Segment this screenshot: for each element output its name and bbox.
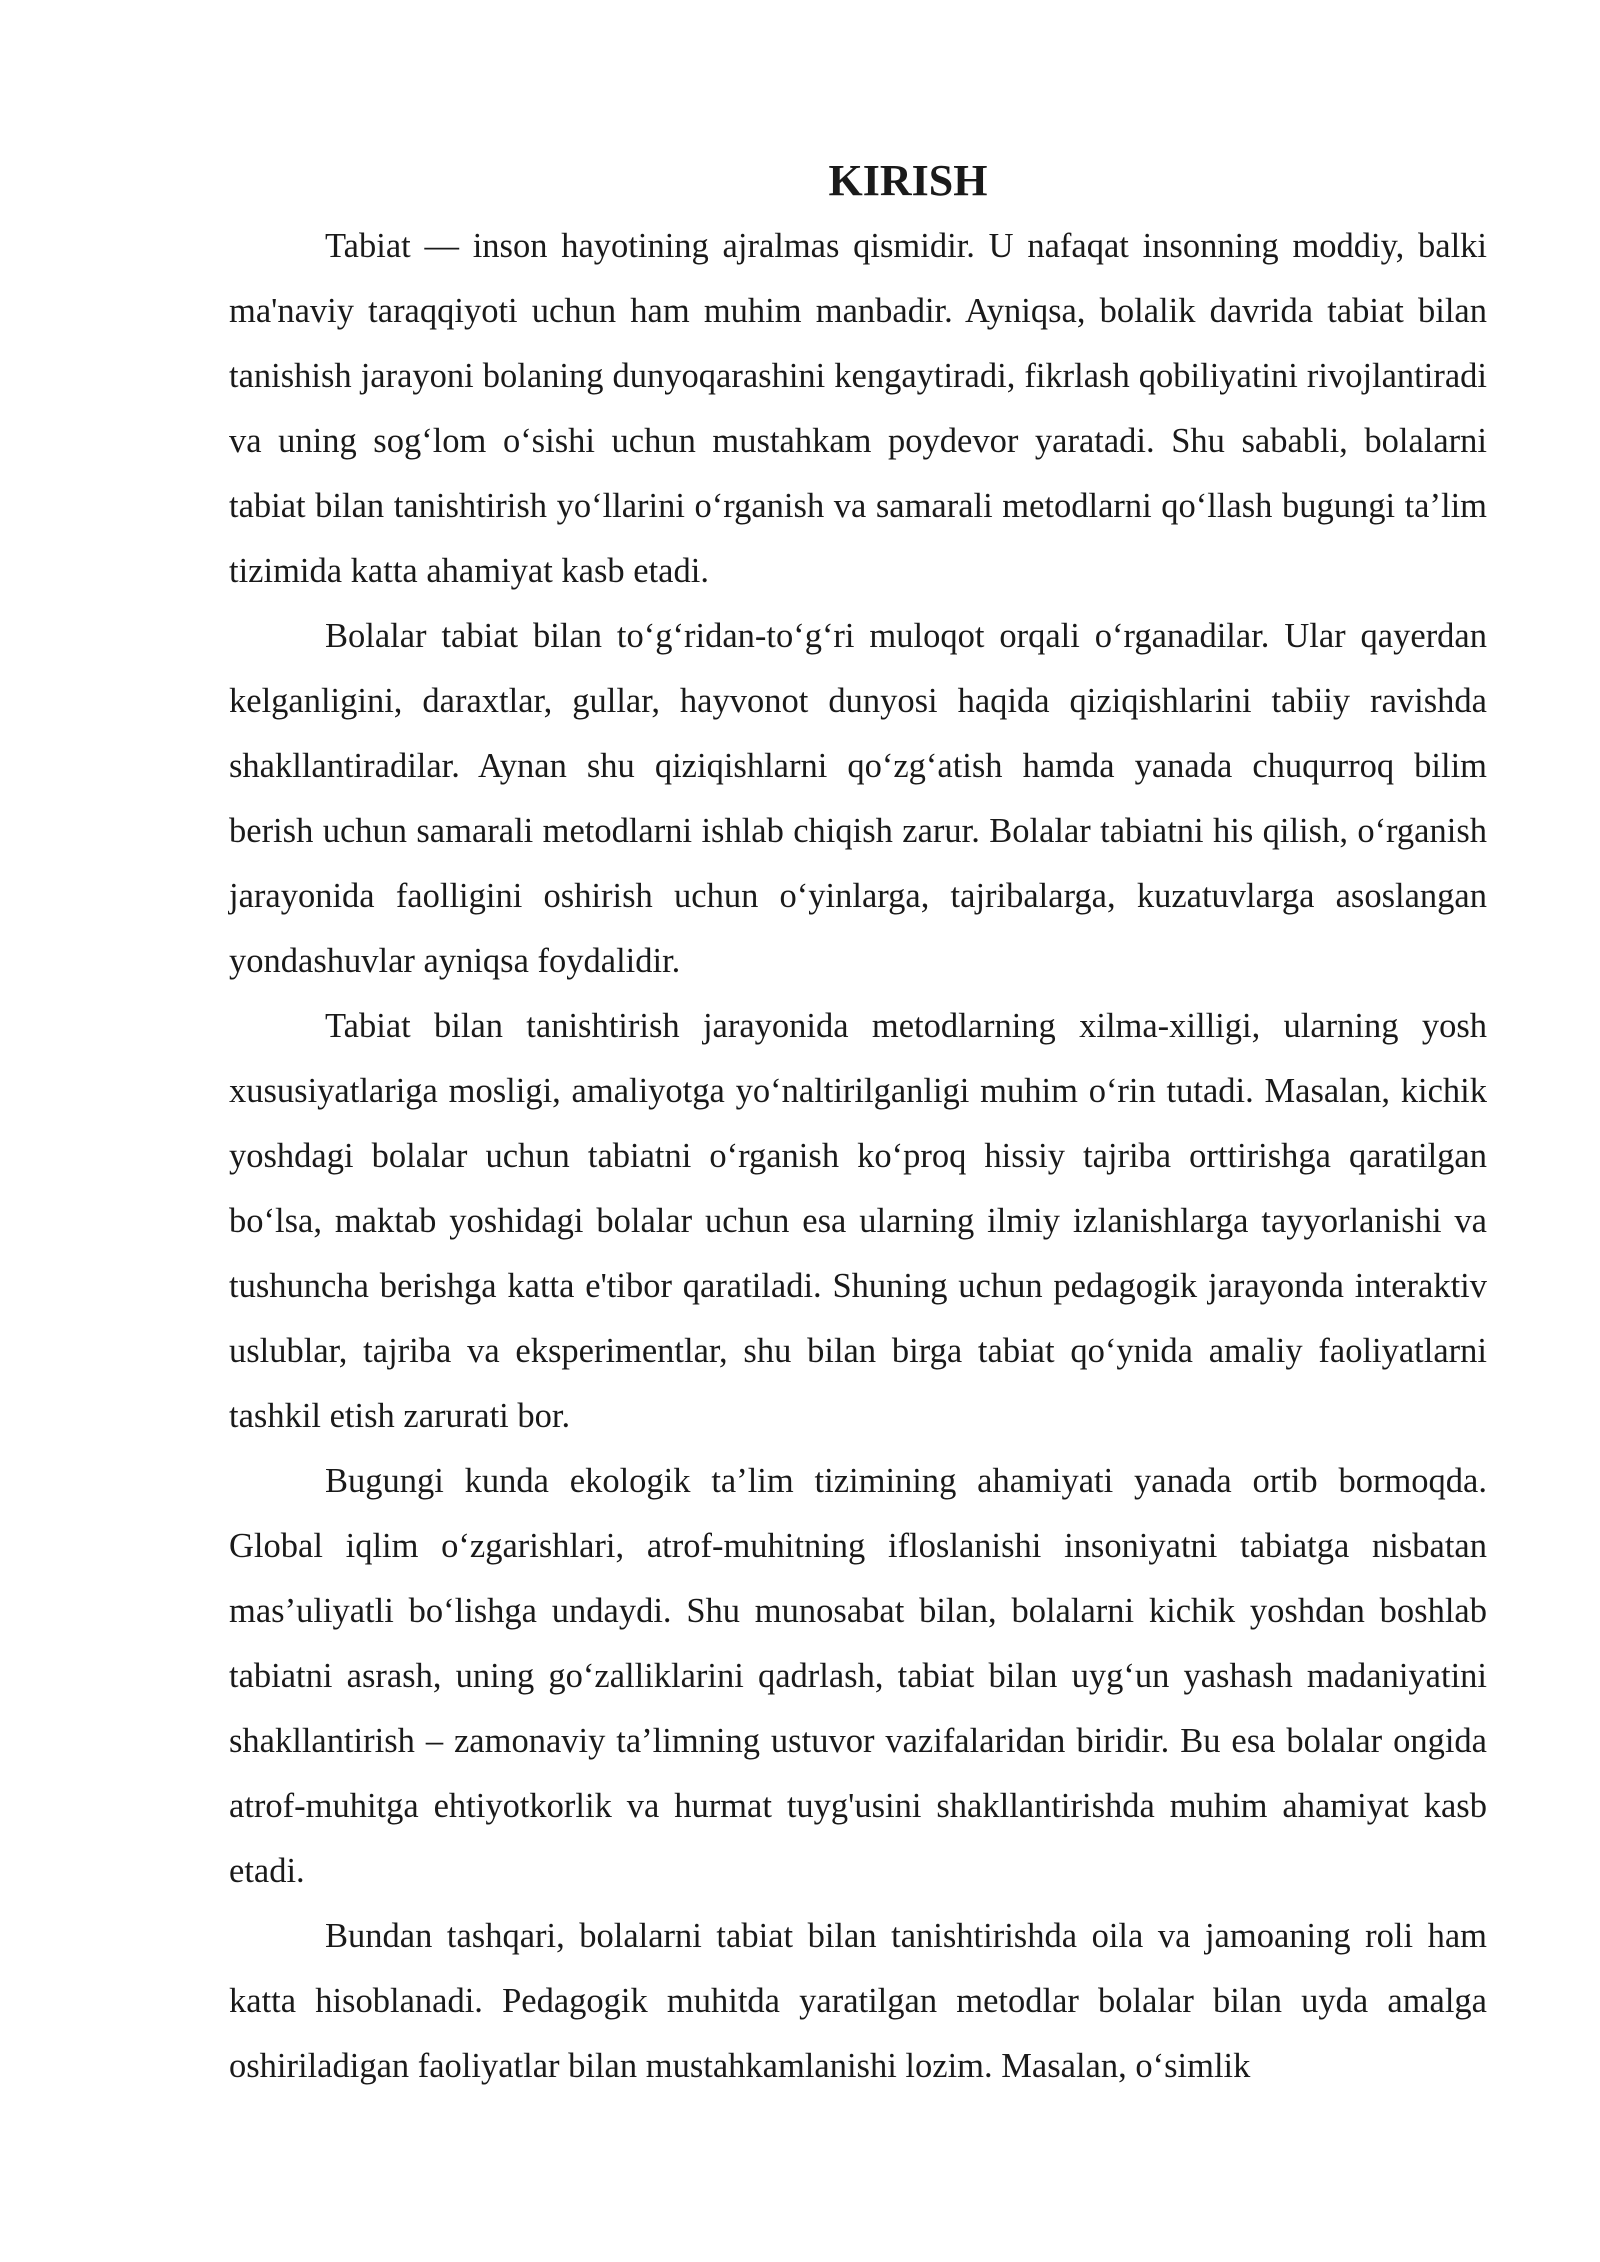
paragraph: Bolalar tabiat bilan to‘g‘ridan-to‘g‘ri muloqot orqali o‘rganadilar. Ular qayerdan kelganligini, daraxtlar, gullar, hayvonot dunyosi haqida qiziqishlarini tabiiy ravishda shakllantiradilar. Aynan shu qiziqishlarni qo‘zg‘atish hamda yanada chuqurroq bilim berish uchun samarali metodlarni ishlab chiqish zarur. Bolalar tabiatni his qilish, o‘rganish jarayonida faolligini oshirish uchun o‘yinlarga, tajribalarga, kuzatuvlarga asoslangan yondashuvlar ayniqsa foydalidir. bbox=[229, 617, 1487, 980]
paragraph: Tabiat — inson hayotining ajralmas qismidir. U nafaqat insonning moddiy, balki ma'naviy taraqqiyoti uchun ham muhim manbadir. Ayniqsa, bolalik davrida tabiat bilan tanishish jarayoni bolaning dunyoqarashini kengaytiradi, fikrlash qobiliyatini rivojlantiradi va uning sog‘lom o‘sishi uchun mustahkam poydevor yaratadi. Shu sababli, bolalarni tabiat bilan tanishtirish yo‘llarini o‘rganish va samarali metodlarni qo‘llash bugungi ta’lim tizimida katta ahamiyat kasb etadi. bbox=[229, 227, 1487, 590]
page-title: KIRISH bbox=[828, 156, 988, 205]
paragraph: Bundan tashqari, bolalarni tabiat bilan tanishtirishda oila va jamoaning roli ham katta hisoblanadi. Pedagogik muhitda yaratilgan metodlar bolalar bilan uyda amalga oshiriladigan faoliyatlar bilan mustahkamlanishi lozim. Masalan, o‘simlik bbox=[229, 1917, 1487, 2085]
page-content bbox=[229, 148, 1487, 2099]
paragraph: Bugungi kunda ekologik ta’lim tizimining ahamiyati yanada ortib bormoqda. Global iqlim o‘zgarishlari, atrof-muhitning ifloslanishi insoniyatni tabiatga nisbatan mas’uliyatli bo‘lishga undaydi. Shu munosabat bilan, bolalarni kichik yoshdan boshlab tabiatni asrash, uning go‘zalliklarini qadrlash, tabiat bilan uyg‘un yashash madaniyatini shakllantirish – zamonaviy ta’limning ustuvor vazifalaridan biridir. Bu esa bolalar ongida atrof-muhitga ehtiyotkorlik va hurmat tuyg'usini shakllantirishda muhim ahamiyat kasb etadi. bbox=[229, 1462, 1487, 1890]
paragraph: Tabiat bilan tanishtirish jarayonida metodlarning xilma-xilligi, ularning yosh xususiyatlariga mosligi, amaliyotga yo‘naltirilganligi muhim o‘rin tutadi. Masalan, kichik yoshdagi bolalar uchun tabiatni o‘rganish ko‘proq hissiy tajriba orttirishga qaratilgan bo‘lsa, maktab yoshidagi bolalar uchun esa ularning ilmiy izlanishlarga tayyorlanishi va tushuncha berishga katta e'tibor qaratiladi. Shuning uchun pedagogik jarayonda interaktiv uslublar, tajriba va eksperimentlar, shu bilan birga tabiat qo‘ynida amaliy faoliyatlarni tashkil etish zarurati bor. bbox=[229, 1007, 1487, 1435]
